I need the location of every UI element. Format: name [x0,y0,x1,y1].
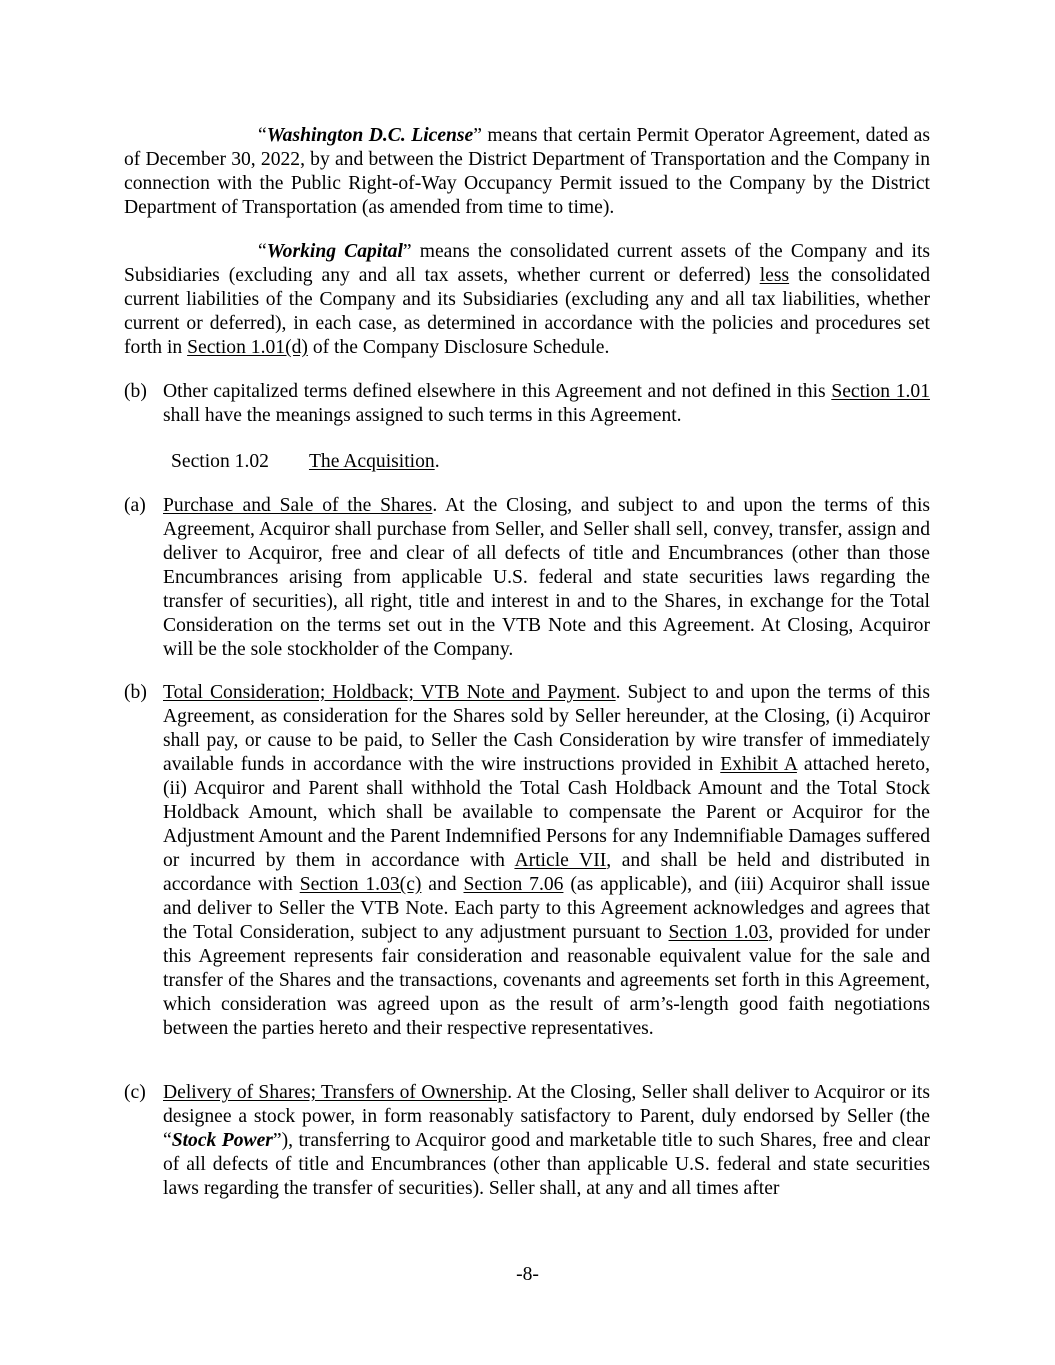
section-reference: Section 1.03 [668,922,769,943]
definition-working-capital [124,240,930,360]
clause-label: (b) [124,381,147,402]
section-title: The Acquisition [308,451,435,472]
definition-text: of the Company Disclosure Schedule. [307,337,610,358]
page-number: -8- [516,1264,539,1285]
emphasis-less: less [759,265,790,286]
clause-text: , provided for under this Agreement represents fair consideration and reasonable equivalent value for the sale and transfer of the Shares and the transactions, covenants and agreements set forth in this Agreement, which consideration was agreed upon as the result of arm’s-length good faith negotiations between the parties hereto and their respective representatives. [163,922,930,1039]
clause-text: and [421,874,464,895]
section-reference: Section 7.06 [463,874,564,895]
exhibit-reference: Exhibit A [720,754,797,775]
definition-washington-dc-license [124,124,930,220]
open-quote: “ [258,241,267,262]
clause-c-delivery-of-shares [124,1081,930,1201]
open-quote: “ [258,125,267,146]
clause-text: shall have the meanings assigned to such terms in this Agreement. [163,405,682,426]
section-reference: Section 1.01 [831,381,930,402]
defined-term: Working Capital [266,241,403,262]
clause-a-purchase-and-sale [124,494,930,662]
clause-text: attached hereto, (ii) Acquiror and Parent shall withhold the Total Cash Holdback Amount and the Total Stock Holdback Amount, which shall be available to compensate the Parent or Acquiror for the Adjustment Amount and the Parent Indemnified Persons for any Indemnifiable Damages suffered or incurred by them in accordance with [163,754,930,871]
clause-text: . At the Closing, and subject to and upon the terms of this Agreement, Acquiror shall purchase from Seller, and Seller shall sell, convey, transfer, assign and deliver to Acquiror, free and clear of all defects of title and Encumbrances (other than those Encumbrances arising from applicable U.S. federal and state securities laws regarding the transfer of securities), all right, title and interest in and to the Shares, in exchange for the Total Consideration on the terms set out in the VTB Note and this Agreement. At Closing, Acquiror will be the sole stockholder of the Company. [163,495,931,660]
section-reference: Section 1.01(d) [187,337,308,358]
clause-text: (as applicable), and (iii) Acquiror shall issue and deliver to Seller the VTB Note. Each party to this Agreement acknowledges and agrees that the Total Consideration, subject to any adjustment pursuant to [163,874,930,943]
section-heading-1-02 [171,450,440,474]
article-reference: Article VII [514,850,607,871]
clause-heading: Total Consideration; Holdback; VTB Note and Payment [163,682,616,703]
clause-text: Other capitalized terms defined elsewhere in this Agreement and not defined in this [163,381,832,402]
section-number: Section 1.02 [171,451,269,472]
clause-text: ”), transferring to Acquiror good and marketable title to such Shares, free and clear of all defects of title and Encumbrances (other than applicable U.S. federal and state securities laws regarding the transfer of securities). Seller shall, at any and all times after [163,1130,930,1199]
definition-text: the consolidated current liabilities of the Company and its Subsidiaries (excluding any and all tax liabilities, whether current or deferred), in each case, as determined in accordance with the policies and procedures set forth in [124,265,930,358]
section-title-period: . [434,451,440,472]
clause-text: . Subject to and upon the terms of this Agreement, as consideration for the Shares sold by Seller hereunder, at the Closing, (i) Acquiror shall pay, or cause to be paid, to Seller the Cash Consideration by wire transfer of immediately available funds in accordance with the wire instructions provided in [163,682,930,775]
clause-heading: Delivery of Shares; Transfers of Ownership [163,1082,508,1103]
clause-text: . At the Closing, Seller shall deliver to Acquiror or its designee a stock power, in form reasonably satisfactory to Parent, duly endorsed by Seller (the “ [163,1082,930,1151]
definition-text: ” means that certain Permit Operator Agreement, dated as of December 30, 2022, by and between the District Department of Transportation and the Company in connection with the Public Right-of-Way Occupancy Permit issued to the Company by the District Department of Transportation (as amended from time to time). [124,125,930,218]
clause-label: (a) [124,495,146,516]
defined-term: Washington D.C. License [266,125,474,146]
defined-term: Stock Power [171,1130,273,1151]
definition-text: ” means the consolidated current assets of the Company and its Subsidiaries (excluding any and all tax assets, whether current or deferred) [124,241,931,286]
section-reference: Section 1.03(c) [299,874,422,895]
clause-b-total-consideration [124,681,930,1041]
clause-text: , and shall be held and distributed in accordance with [163,850,930,895]
clause-heading: Purchase and Sale of the Shares [163,495,433,516]
clause-label: (b) [124,682,147,703]
clause-label: (c) [124,1082,146,1103]
clause-b-other-terms [124,380,930,428]
